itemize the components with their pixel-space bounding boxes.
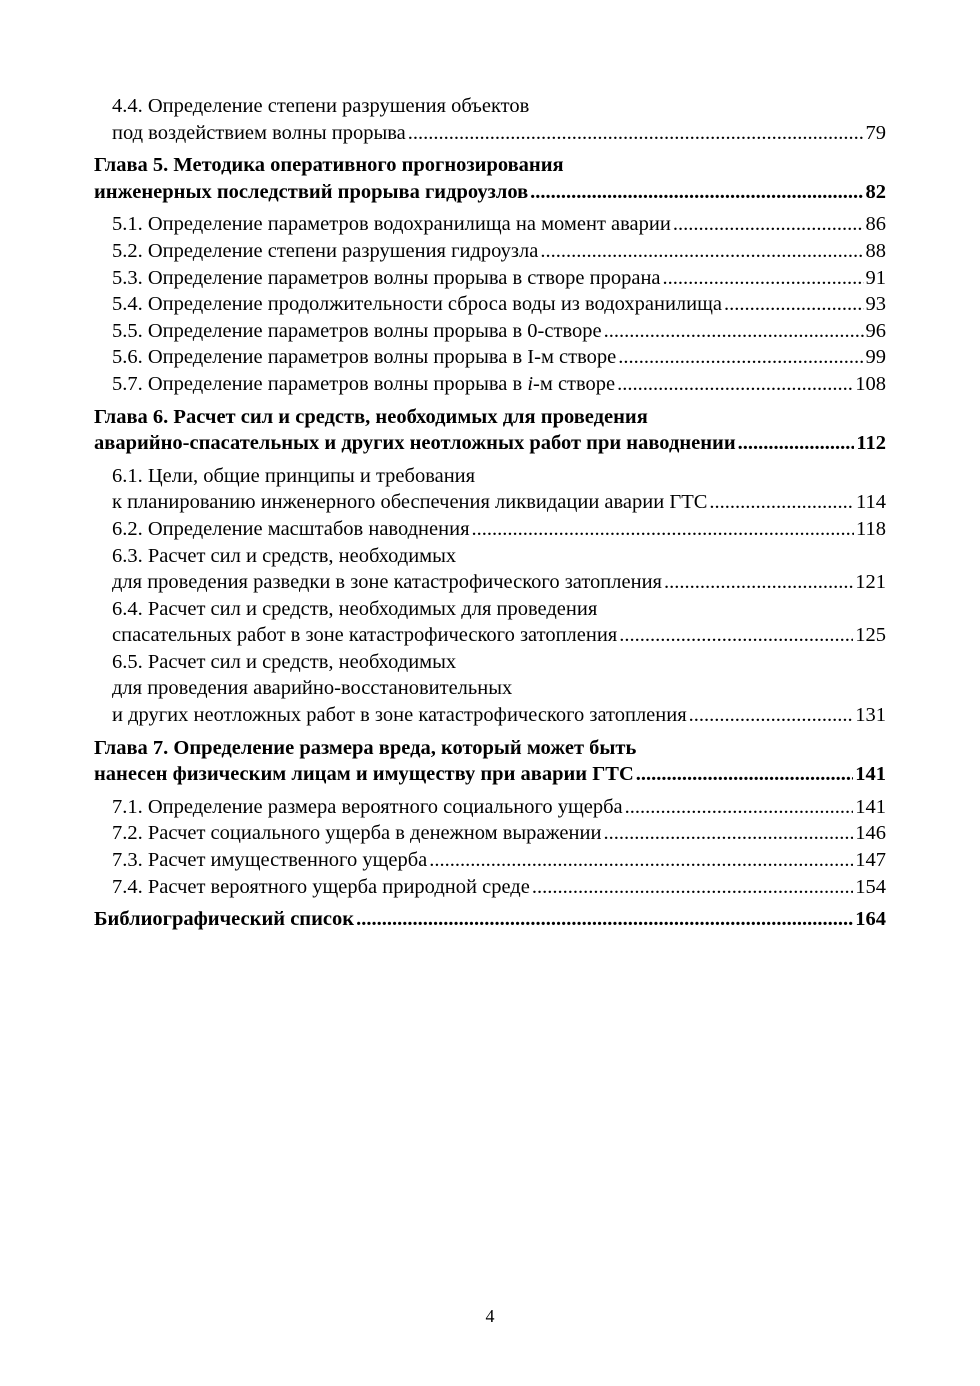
toc-entry-6-4-line2: спасательных работ в зоне катастрофического затопления ..... 125 [94,622,886,649]
page-ref: 154 [855,875,886,898]
toc-chapter-7-line2: нанесен физическим лицам и имуществу при аварии ГТС ..... 141 [94,761,886,788]
toc-entry-5-3: 5.3. Определение параметров волны прорыва в створе прорана ..... 91 [94,265,886,292]
toc-entry-5-6: 5.6. Определение параметров волны прорыва в I-м створе ..... 99 [94,344,886,371]
toc-entry-7-3: 7.3. Расчет имущественного ущерба ..... 147 [94,847,886,874]
page-ref: 125 [855,624,886,647]
toc-entry-6-4-line1: 6.4. Расчет сил и средств, необходимых для проведения [112,597,598,620]
page-ref: 141 [855,795,886,818]
page-ref: 118 [856,517,886,540]
leader-dots [532,874,853,901]
page-ref: 141 [855,763,886,786]
toc-entry-4-4-line1: 4.4. Определение степени разрушения объектов [112,95,530,117]
toc-entry-4-4-line2: под воздействием волны прорыва ..... 79 [94,120,886,147]
leader-dots [604,318,864,345]
page-ref: 88 [865,239,886,262]
page-ref: 164 [855,908,886,931]
leader-dots [429,847,853,874]
leader-dots [356,906,853,933]
toc-entry-6-2: 6.2. Определение масштабов наводнения ..... 118 [94,516,886,543]
toc-bibliography: Библиографический список ..... 164 [94,906,886,933]
leader-dots [408,120,864,147]
leader-dots [472,516,855,543]
page-ref: 131 [855,704,886,727]
toc-entry-5-7: 5.7. Определение параметров волны прорыва в i-м створе ..... 108 [94,371,886,398]
toc-entry-5-2: 5.2. Определение степени разрушения гидроузла ..... 88 [94,238,886,265]
page-number: 4 [485,1306,495,1326]
toc-entry-7-2: 7.2. Расчет социального ущерба в денежном выражении ..... 146 [94,820,886,847]
leader-dots [603,820,853,847]
page-ref: 93 [865,293,886,316]
toc-chapter-7-line1: Глава 7. Определение размера вреда, который может быть [94,736,637,759]
leader-dots [625,794,854,821]
page-ref: 114 [856,491,886,514]
toc-entry-7-1: 7.1. Определение размера вероятного социального ущерба ..... 141 [94,794,886,821]
toc-entry-5-5: 5.5. Определение параметров волны прорыва в 0-створе ..... 96 [94,318,886,345]
toc-entry-6-5-line1: 6.5. Расчет сил и средств, необходимых [112,650,457,673]
leader-dots [724,291,863,318]
page-ref: 86 [865,213,886,236]
toc-entry-6-3-line2: для проведения разведки в зоне катастрофического затопления ..... 121 [94,569,886,596]
toc-entry-5-1: 5.1. Определение параметров водохранилища на момент аварии ..... 86 [94,211,886,238]
page-ref: 99 [865,346,886,369]
leader-dots [664,569,853,596]
page-ref: 91 [865,266,886,289]
toc-entry-6-5-line2: для проведения аварийно-восстановительных [112,677,513,700]
leader-dots [540,238,863,265]
toc-entry-5-4: 5.4. Определение продолжительности сброса воды из водохранилища ..... 93 [94,291,886,318]
toc-entry-6-1-line1: 6.1. Цели, общие принципы и требования [112,464,476,487]
toc-chapter-5-line2: инженерных последствий прорыва гидроузлов ..... 82 [94,179,886,206]
leader-dots [530,179,863,206]
page-ref: 79 [865,121,886,144]
toc-chapter-6-line1: Глава 6. Расчет сил и средств, необходимых для проведения [94,405,648,428]
toc-entry-6-1-line2: к планированию инженерного обеспечения ликвидации аварии ГТС ..... 114 [94,489,886,516]
leader-dots [617,371,853,398]
page-ref: 108 [855,372,886,395]
page-ref: 96 [865,319,886,342]
leader-dots [689,702,854,729]
page-ref: 112 [856,432,886,455]
page-ref: 82 [865,180,886,203]
table-of-contents [94,93,886,933]
toc-chapter-6-line2: аварийно-спасательных и других неотложных работ при наводнении ..... 112 [94,430,886,457]
leader-dots [663,265,864,292]
leader-dots [619,622,853,649]
toc-entry-6-3-line1: 6.3. Расчет сил и средств, необходимых [112,544,457,567]
leader-dots [709,489,854,516]
page-ref: 147 [855,849,886,872]
leader-dots [738,430,855,457]
page-ref: 121 [855,571,886,594]
toc-entry-7-4: 7.4. Расчет вероятного ущерба природной среде ..... 154 [94,874,886,901]
toc-entry-6-5-line3: и других неотложных работ в зоне катастрофического затопления ..... 131 [94,702,886,729]
leader-dots [618,344,863,371]
toc-chapter-5-line1: Глава 5. Методика оперативного прогнозирования [94,154,564,177]
leader-dots [636,761,853,788]
leader-dots [673,211,864,238]
page-ref: 146 [855,822,886,845]
